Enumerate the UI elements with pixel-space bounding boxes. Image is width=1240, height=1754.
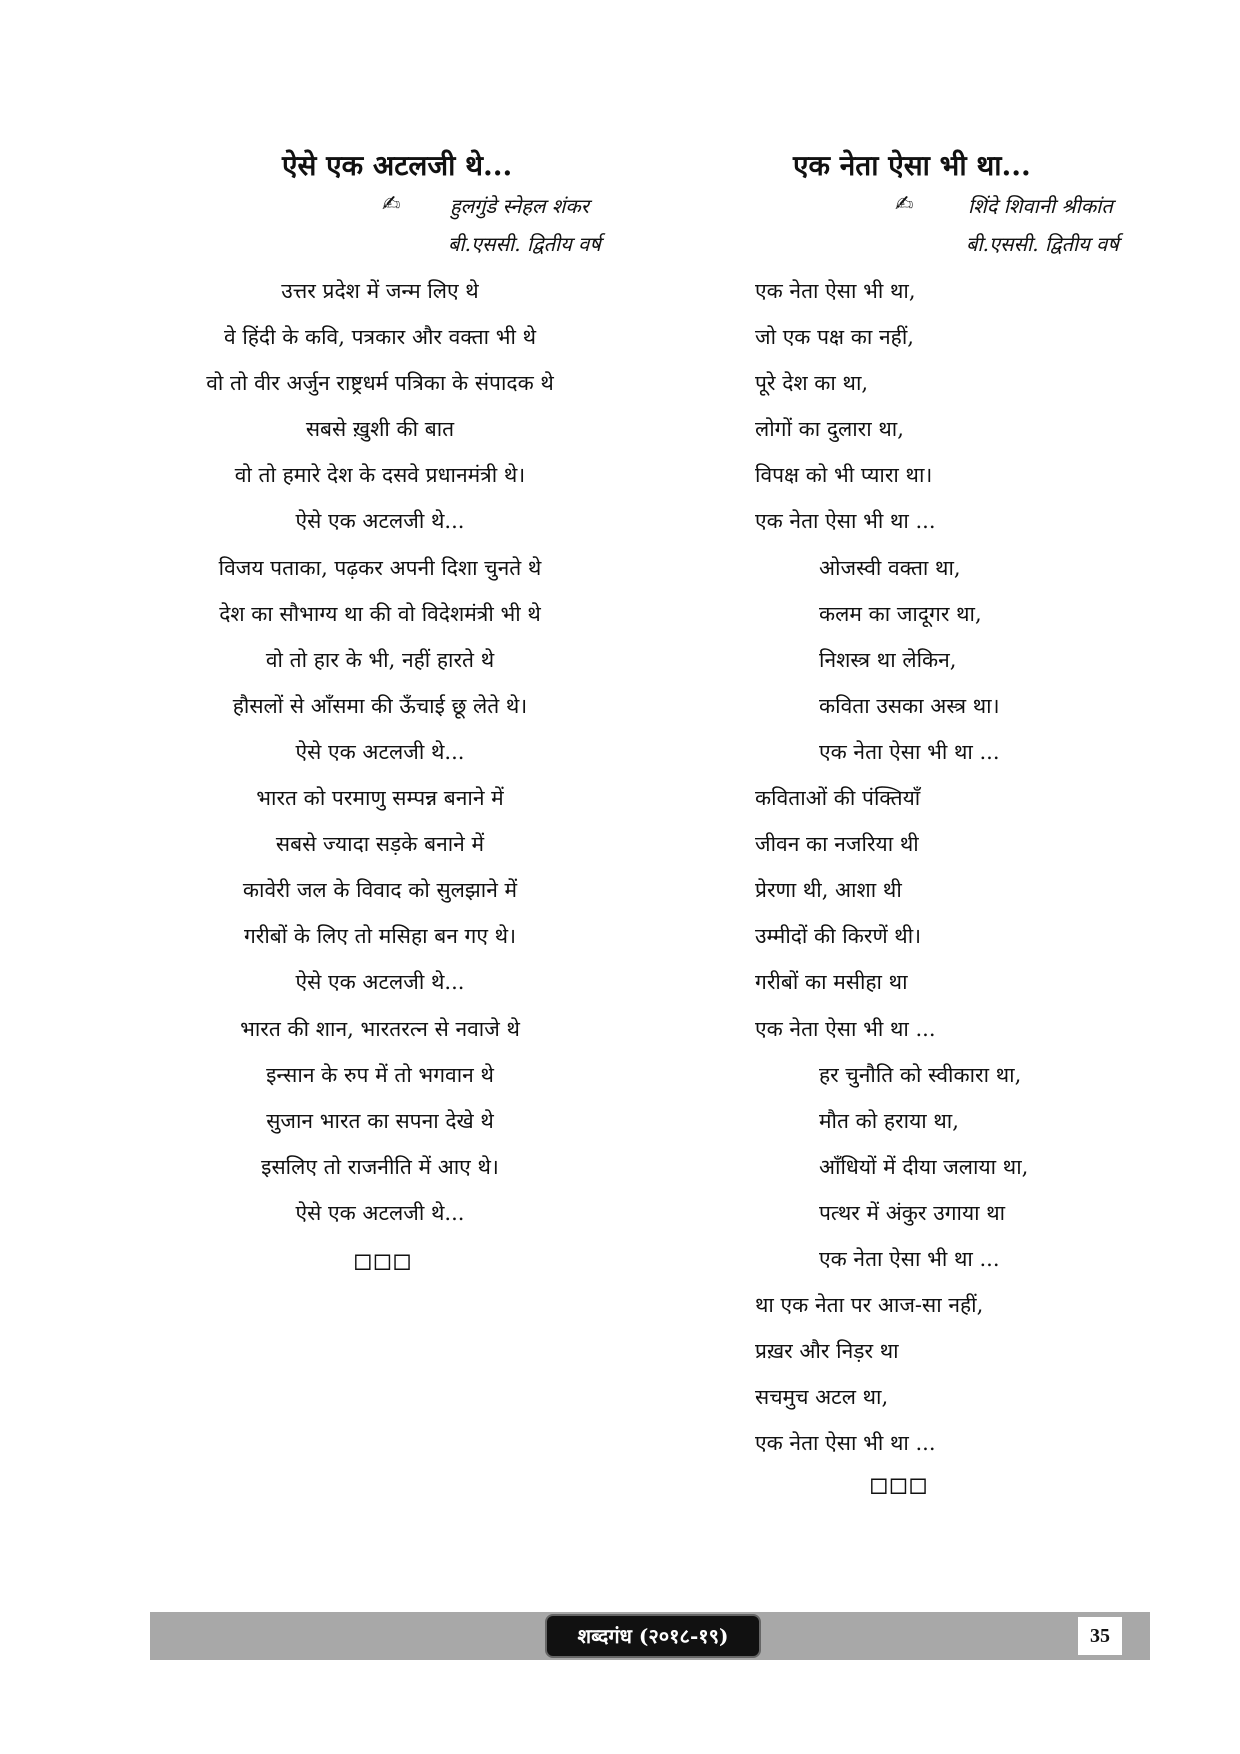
right-poem-class: बी.एससी. द्वितीय वर्ष: [966, 232, 1119, 256]
poem-line: सुजान भारत का सपना देखे थे: [266, 1108, 494, 1133]
poem-line: भारत को परमाणु सम्पन्न बनाने में: [256, 786, 504, 811]
left-poem-class: बी.एससी. द्वितीय वर्ष: [448, 232, 601, 256]
pen-icon: ✍: [895, 192, 914, 217]
poem-line: प्रेरणा थी, आशा थी: [755, 878, 902, 903]
right-poem-author: शिंदे शिवानी श्रीकांत: [968, 194, 1113, 218]
poem-line: ओजस्वी वक्ता था,: [819, 555, 961, 580]
right-poem-lines: [755, 276, 1175, 1474]
poem-line: ऐसे एक अटलजी थे...: [295, 1200, 465, 1225]
poem-line: एक नेता ऐसा भी था,: [755, 279, 916, 303]
poem-line: कावेरी जल के विवाद को सुलझाने में: [242, 878, 518, 903]
poem-line: प्रख़र और निड़र था: [755, 1339, 899, 1364]
poem-line: एक नेता ऐसा भी था ...: [755, 1016, 936, 1041]
left-poem-end-mark: □□□: [355, 1246, 414, 1276]
poem-line: एक नेता ऐसा भी था ...: [755, 1431, 936, 1456]
poem-line: जीवन का नजरिया थी: [755, 832, 919, 857]
left-poem-lines: [160, 276, 600, 1244]
left-poem-author: हुलगुंडे स्नेहल शंकर: [450, 194, 589, 218]
poem-line: वो तो हार के भी, नहीं हारते थे: [265, 647, 495, 672]
poem-line: एक नेता ऐसा भी था ...: [755, 509, 936, 534]
poem-line: एक नेता ऐसा भी था ...: [819, 1246, 1000, 1271]
poem-line: वे हिंदी के कवि, पत्रकार और वक्ता भी थे: [223, 325, 536, 350]
poem-line: एक नेता ऐसा भी था ...: [819, 739, 1000, 764]
poem-line: हौसलों से आँसमा की ऊँचाई छू लेते थे।: [232, 693, 528, 718]
poem-line: भारत की शान, भारतरत्न से नवाजे थे: [240, 1016, 520, 1041]
poem-line: था एक नेता पर आज-सा नहीं,: [755, 1293, 984, 1318]
poem-line: सचमुच अटल था,: [755, 1385, 889, 1410]
poem-line: वो तो वीर अर्जुन राष्ट्रधर्म पत्रिका के संपादक थे: [206, 371, 554, 396]
poem-line: कविताओं की पंक्तियाँ: [755, 786, 921, 811]
pen-icon: ✍: [382, 192, 401, 217]
poem-line: गरीबों का मसीहा था: [755, 970, 908, 995]
page-number: 35: [1078, 1617, 1122, 1655]
right-poem-title: एक नेता ऐसा भी था...: [793, 149, 1031, 182]
poem-line: निशस्त्र था लेकिन,: [819, 647, 957, 672]
right-poem-end-mark: □□□: [871, 1470, 930, 1500]
poem-line: वो तो हमारे देश के दसवे प्रधानमंत्री थे।: [234, 463, 526, 488]
poem-line: हर चुनौति को स्वीकारा था,: [819, 1062, 1022, 1087]
poem-line: ऐसे एक अटलजी थे...: [295, 970, 465, 995]
poem-line: सबसे ज्यादा सड़के बनाने में: [275, 832, 485, 857]
poem-line: उम्मीदों की किरणें थी।: [755, 924, 922, 949]
poem-line: गरीबों के लिए तो मसिहा बन गए थे।: [243, 924, 517, 949]
poem-line: आँधियों में दीया जलाया था,: [819, 1154, 1029, 1179]
poem-line: उत्तर प्रदेश में जन्म लिए थे: [281, 279, 479, 303]
poem-line: पत्थर में अंकुर उगाया था: [819, 1200, 1006, 1225]
poem-line: सबसे ख़ुशी की बात: [305, 417, 455, 442]
poem-line: कलम का जादूगर था,: [819, 601, 982, 626]
poem-line: ऐसे एक अटलजी थे...: [295, 739, 465, 764]
poem-line: विपक्ष को भी प्यारा था।: [755, 463, 933, 488]
poem-line: कविता उसका अस्त्र था।: [819, 693, 1000, 718]
poem-line: विजय पताका, पढ़कर अपनी दिशा चुनते थे: [218, 555, 542, 580]
poem-line: लोगों का दुलारा था,: [755, 417, 904, 442]
poem-line: इसलिए तो राजनीति में आए थे।: [261, 1154, 499, 1179]
poem-line: ऐसे एक अटलजी थे...: [295, 509, 465, 534]
poem-line: देश का सौभाग्य था की वो विदेशमंत्री भी थे: [219, 601, 541, 626]
page-footer: [150, 1612, 1150, 1660]
magazine-name: शब्दगंध (२०१८-१९): [545, 1614, 761, 1658]
left-poem-title: ऐसे एक अटलजी थे...: [282, 149, 513, 182]
poem-line: जो एक पक्ष का नहीं,: [755, 325, 914, 350]
poem-line: इन्सान के रुप में तो भगवान थे: [266, 1062, 494, 1087]
poem-line: मौत को हराया था,: [819, 1108, 959, 1133]
poem-line: पूरे देश का था,: [755, 371, 869, 396]
